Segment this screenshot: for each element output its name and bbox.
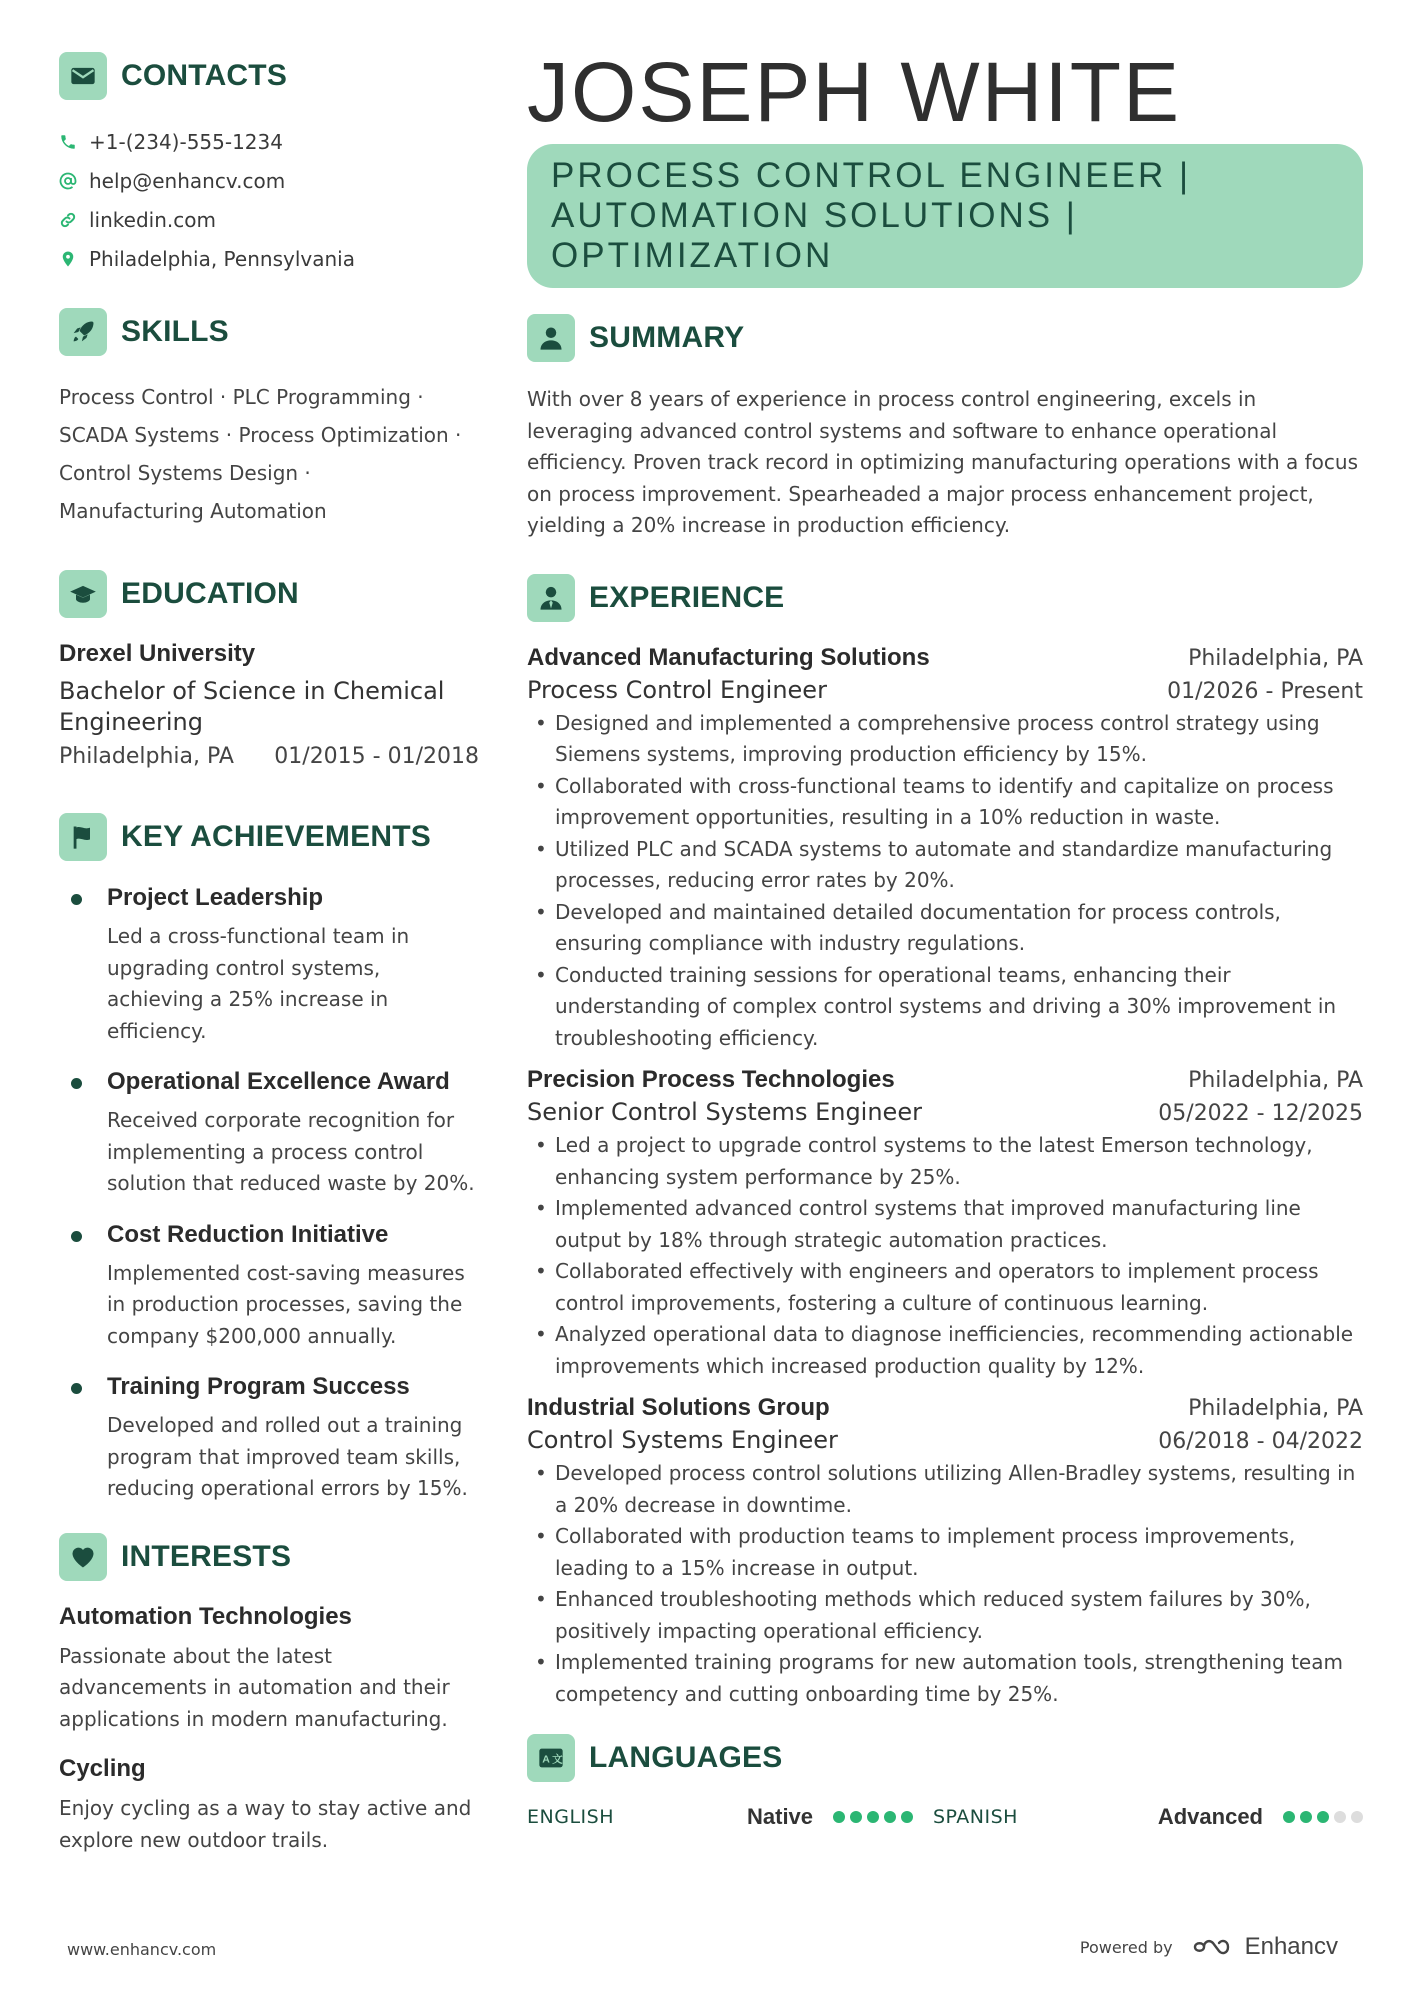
location-text: Philadelphia, Pennsylvania [89, 246, 355, 271]
interests-title: INTERESTS [121, 1539, 292, 1573]
rating-dot-filled [850, 1811, 862, 1823]
summary-header [527, 314, 1363, 362]
job-dates: 06/2018 - 04/2022 [1158, 1429, 1363, 1454]
user-tie-icon [527, 574, 575, 622]
language-item [527, 1804, 933, 1830]
bullet-dot [71, 1078, 82, 1089]
achievement-desc: Developed and rolled out a training program that improved team skills, reducing operational errors by 15%. [107, 1413, 468, 1500]
job-bullets [527, 1458, 1363, 1710]
summary-section [527, 314, 1363, 542]
location-pin-icon [59, 250, 77, 268]
contacts-header [59, 52, 479, 100]
contacts-section [59, 52, 479, 278]
job-company: Advanced Manufacturing Solutions [527, 643, 930, 671]
education-section [59, 570, 479, 769]
graduation-cap-icon [59, 570, 107, 618]
job-bullet: • Implemented training programs for new automation tools, strengthening team competency and cutting onboarding time by 25%. [527, 1647, 1363, 1710]
achievement-title: Operational Excellence Award [107, 1068, 450, 1095]
language-level: Advanced [1157, 1804, 1263, 1829]
job-bullet: • Developed process control solutions utilizing Allen-Bradley systems, resulting in a 20% decrease in downtime. [527, 1458, 1363, 1521]
rating-dot-empty [1334, 1811, 1346, 1823]
contact-linkedin [59, 200, 479, 239]
left-column [59, 52, 479, 1876]
job-location: Philadelphia, PA [1188, 1396, 1363, 1421]
language-name: SPANISH [933, 1806, 1018, 1828]
footer-website[interactable]: www.enhancv.com [67, 1940, 217, 1959]
interest-title: Cycling [59, 1755, 146, 1782]
language-rating [1283, 1811, 1363, 1823]
job-dates: 05/2022 - 12/2025 [1158, 1101, 1363, 1126]
job-company: Precision Process Technologies [527, 1066, 895, 1093]
experience-title: EXPERIENCE [589, 580, 785, 614]
languages-header [527, 1734, 1363, 1782]
headline-banner [527, 144, 1363, 288]
achievement-desc: Led a cross-functional team in upgrading control systems, achieving a 25% increase in efficiency. [107, 924, 410, 1043]
heart-icon [59, 1533, 107, 1581]
job-dates: 01/2026 - Present [1167, 678, 1363, 704]
education-location: Philadelphia, PA [59, 744, 234, 769]
bullet-dot [71, 1231, 82, 1242]
interest-title: Automation Technologies [59, 1602, 352, 1630]
interests-header [59, 1533, 479, 1581]
achievement-item [59, 1220, 479, 1353]
achievement-desc: Received corporate recognition for implementing a process control solution that reduced waste by 20%. [107, 1108, 475, 1195]
education-dates: 01/2015 - 01/2018 [274, 744, 479, 769]
skills-list [59, 378, 479, 530]
footer-brand [1080, 1933, 1338, 1961]
languages-section [527, 1734, 1363, 1830]
translate-icon [527, 1734, 575, 1782]
user-icon [527, 314, 575, 362]
job-bullet: • Collaborated effectively with engineers and operators to implement process control improvements, fostering a culture of continuous learning. [527, 1256, 1363, 1319]
svg-text:A: A [542, 1753, 550, 1766]
job-bullet: • Analyzed operational data to diagnose inefficiencies, recommending actionable improvements which increased production quality by 12%. [527, 1319, 1363, 1382]
job-bullet: • Developed and maintained detailed documentation for process controls, ensuring compliance with industry regulations. [527, 897, 1363, 960]
skills-line: Process Control · PLC Programming · [59, 385, 424, 409]
achievement-item [59, 883, 479, 1047]
powered-by-text: Powered by [1079, 1937, 1173, 1957]
language-level: Native [747, 1804, 814, 1829]
experience-section [527, 574, 1363, 1711]
job-entry [527, 1066, 1363, 1382]
rocket-icon [59, 308, 107, 356]
right-column [527, 45, 1363, 1830]
summary-text: With over 8 years of experience in process control engineering, excels in leveraging advanced control systems and software to enhance operational efficiency. Proven track record in optimizing manufacturing operations with a focus on process improvement. Spearheaded a major process enhancement project, yielding a 20% increase in production efficiency. [527, 387, 1358, 537]
achievements-title: KEY ACHIEVEMENTS [121, 820, 431, 853]
interest-desc: Enjoy cycling as a way to stay active and explore new outdoor trails. [59, 1796, 472, 1852]
education-header [59, 570, 479, 618]
candidate-name: JOSEPH WHITE [527, 45, 1182, 139]
languages-row [527, 1804, 1363, 1830]
language-name: ENGLISH [527, 1806, 614, 1828]
education-degree: Bachelor of Science in Chemical Engineering [59, 677, 445, 736]
contact-email [59, 161, 479, 200]
job-company: Industrial Solutions Group [527, 1394, 830, 1421]
job-bullet: • Conducted training sessions for operational teams, enhancing their understanding of complex control systems and driving a 30% improvement in troubleshooting efficiency. [527, 960, 1363, 1055]
achievement-item [59, 1372, 479, 1505]
achievement-title: Cost Reduction Initiative [107, 1220, 389, 1248]
rating-dot-filled [1300, 1811, 1312, 1823]
contact-location [59, 239, 479, 278]
job-bullet: • Collaborated with production teams to implement process improvements, leading to a 15% increase in output. [527, 1521, 1363, 1584]
rating-dot-filled [901, 1811, 913, 1823]
job-bullet: • Utilized PLC and SCADA systems to automate and standardize manufacturing processes, reducing error rates by 20%. [527, 834, 1363, 897]
envelope-icon [59, 52, 107, 100]
experience-header [527, 574, 1363, 622]
flag-icon [59, 813, 107, 861]
rating-dot-filled [1317, 1811, 1329, 1823]
achievement-item [59, 1067, 479, 1200]
rating-dot-filled [1283, 1811, 1295, 1823]
skills-header [59, 308, 479, 356]
achievements-header [59, 813, 479, 861]
enhancv-logo-icon [1193, 1936, 1237, 1958]
job-bullet: • Enhanced troubleshooting methods which reduced system failures by 30%, positively impacting operational efficiency. [527, 1584, 1363, 1647]
job-bullet: • Led a project to upgrade control systems to the latest Emerson technology, enhancing system performance by 25%. [527, 1130, 1363, 1193]
job-location: Philadelphia, PA [1188, 1068, 1363, 1093]
skills-line: Control Systems Design · [59, 461, 311, 485]
job-role: Process Control Engineer [527, 675, 827, 704]
achievements-section [59, 813, 479, 1505]
rating-dot-filled [867, 1811, 879, 1823]
achievement-title: Project Leadership [107, 884, 324, 911]
summary-title: SUMMARY [589, 321, 745, 354]
enhancv-logo[interactable] [1193, 1933, 1338, 1961]
link-icon [59, 211, 77, 229]
job-bullets [527, 708, 1363, 1055]
contact-phone [59, 122, 479, 161]
skills-line: Manufacturing Automation [59, 499, 327, 523]
job-header [527, 1066, 1363, 1126]
job-bullet: • Collaborated with cross-functional teams to identify and capitalize on process improvement opportunities, resulting in a 10% reduction in waste. [527, 771, 1363, 834]
linkedin-text[interactable]: linkedin.com [89, 207, 216, 232]
job-bullets [527, 1130, 1363, 1382]
bullet-dot [71, 894, 82, 905]
email-text[interactable]: help@enhancv.com [89, 168, 286, 193]
brand-name: Enhancv [1244, 1933, 1338, 1960]
job-role: Senior Control Systems Engineer [527, 1098, 922, 1126]
phone-icon [59, 133, 77, 151]
rating-dot-filled [833, 1811, 845, 1823]
phone-text[interactable]: +1-(234)-555-1234 [89, 129, 283, 154]
job-role: Control Systems Engineer [527, 1426, 838, 1454]
languages-title: LANGUAGES [589, 1741, 783, 1774]
interests-section [59, 1533, 479, 1857]
language-item [933, 1804, 1363, 1830]
bullet-dot [71, 1383, 82, 1394]
job-entry [527, 644, 1363, 1055]
svg-text:文: 文 [552, 1753, 563, 1766]
job-location: Philadelphia, PA [1188, 645, 1363, 671]
rating-dot-empty [1351, 1811, 1363, 1823]
achievement-desc: Implemented cost-saving measures in production processes, saving the company $200,000 annually. [107, 1260, 465, 1348]
language-rating [833, 1811, 913, 1823]
education-school: Drexel University [59, 640, 256, 667]
education-meta [59, 744, 479, 769]
skills-title: SKILLS [121, 315, 229, 348]
achievement-title: Training Program Success [107, 1373, 410, 1400]
education-title: EDUCATION [121, 577, 299, 610]
skills-line: SCADA Systems · Process Optimization · [59, 423, 462, 447]
job-bullet: • Implemented advanced control systems that improved manufacturing line output by 18% through strategic automation practices. [527, 1193, 1363, 1256]
contacts-title: CONTACTS [121, 59, 288, 92]
headline-text: PROCESS CONTROL ENGINEER | AUTOMATION SOLUTIONS | OPTIMIZATION [551, 156, 1192, 275]
job-header [527, 1394, 1363, 1454]
interest-desc: Passionate about the latest advancements in automation and their applications in modern manufacturing. [59, 1643, 450, 1731]
skills-section [59, 308, 479, 530]
job-bullet: • Designed and implemented a comprehensive process control strategy using Siemens systems, improving production efficiency by 15%. [527, 708, 1363, 771]
job-header [527, 644, 1363, 704]
rating-dot-filled [884, 1811, 896, 1823]
at-icon [59, 172, 77, 190]
job-entry [527, 1394, 1363, 1710]
